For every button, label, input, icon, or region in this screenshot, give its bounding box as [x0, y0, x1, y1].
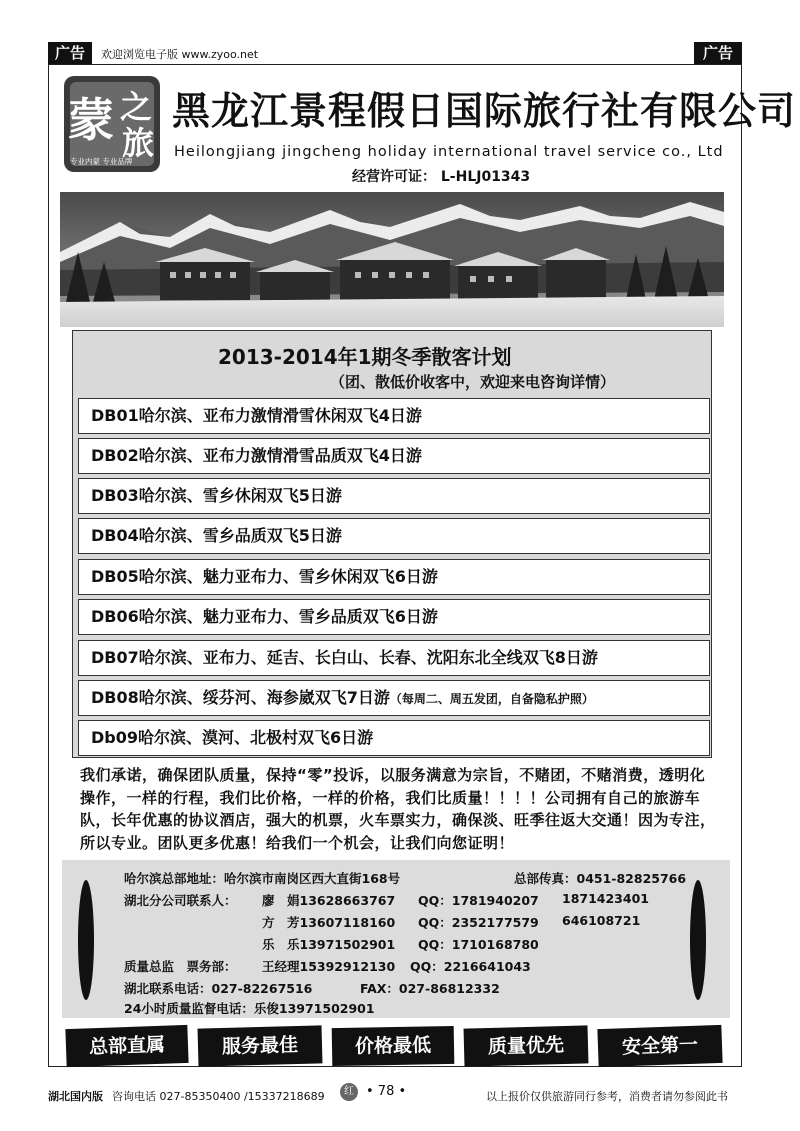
route-db06: [78, 599, 710, 635]
hubei-contact-label: 湖北分公司联系人：: [124, 893, 237, 908]
footer-badge-text: 红: [344, 1086, 354, 1097]
route-db04: [78, 518, 710, 554]
quality-hotline: 24小时质量监督电话：乐俊13971502901: [124, 1001, 375, 1016]
route-db03: [78, 478, 710, 514]
hubei-phone: 湖北联系电话：027-82267516: [124, 981, 313, 996]
route-text: DB04哈尔滨、雪乡品质双飞5日游: [91, 526, 342, 545]
plan-title: 2013-2014年1期冬季散客计划: [218, 345, 512, 369]
service-promise: 我们承诺，确保团队质量，保持“零”投诉，以服务满意为宗旨，不赌团，不赌消费，透明化操作，一样的行程，我们比价格，一样的价格，我们比质量！！！！公司拥有自己的旅游车队，长年优惠的协议酒店，强大的机票，火车票实力，确保淡、旺季往返大交通！因为专注，所以专业。团队更多优惠！给我们一个机会，让我们向您证明！: [80, 766, 716, 852]
page-number: • 78 •: [366, 1084, 407, 1099]
licence-number: 经营许可证： L-HLJ01343: [352, 169, 531, 185]
footer-badge: [340, 1083, 358, 1101]
footer-edition: 湖北国内版: [48, 1090, 103, 1103]
footer-consult: 咨询电话 027-85350400 /15337218689: [112, 1090, 325, 1103]
logo: [62, 74, 162, 174]
route-text: DB03哈尔滨、雪乡休闲双飞5日游: [91, 486, 342, 505]
route-text: Db09哈尔滨、漠河、北极村双飞6日游: [91, 728, 374, 747]
hq-address: 哈尔滨总部地址：哈尔滨市南岗区西大直街168号: [124, 871, 401, 886]
ad-tag-right: 广告: [694, 42, 742, 64]
contact-qq-2: QQ：2352177579: [418, 915, 539, 930]
slogan-quality: 质量优先: [464, 1025, 589, 1066]
slogan-hq: 总部直属: [65, 1025, 188, 1067]
company-name-cn: 黑龙江景程假日国际旅行社有限公司: [172, 88, 797, 133]
logo-char-zhi: 之: [120, 88, 153, 126]
company-name-en: Heilongjiang jingcheng holiday international travel service co., Ltd: [174, 144, 724, 160]
resort-illustration: [60, 192, 724, 327]
contact-qq-1: QQ：1781940207: [418, 893, 539, 908]
right-oval: [690, 880, 706, 1000]
contact-person-3: 乐 乐13971502901: [262, 937, 396, 952]
route-db05: [78, 559, 710, 595]
hq-fax: 总部传真：0451-82825766: [514, 871, 687, 886]
route-db09: [78, 720, 710, 756]
route-text: DB05哈尔滨、魅力亚布力、雪乡休闲双飞6日游: [91, 567, 438, 586]
route-db01: [78, 398, 710, 434]
route-text: DB01哈尔滨、亚布力激情滑雪休闲双飞4日游: [91, 406, 422, 425]
plan-subtitle: （团、散低价收客中，欢迎来电咨询详情）: [330, 373, 616, 391]
route-text: DB02哈尔滨、亚布力激情滑雪品质双飞4日游: [91, 446, 422, 465]
left-oval: [78, 880, 94, 1000]
route-text: DB08哈尔滨、绥芬河、海参崴双飞7日游: [91, 688, 390, 707]
route-text: DB06哈尔滨、魅力亚布力、雪乡品质双飞6日游: [91, 607, 438, 626]
contact-person-2: 方 芳13607118160: [262, 915, 396, 930]
resort-photo: [60, 192, 724, 327]
footer-disclaimer: 以上报价仅供旅游同行参考，消费者请勿参阅此书: [486, 1090, 728, 1103]
route-text: DB07哈尔滨、亚布力、延吉、长白山、长春、沈阳东北全线双飞8日游: [91, 648, 598, 667]
route-db02: [78, 438, 710, 474]
logo-tagline: 专业内蒙 专业品牌: [70, 157, 133, 166]
site-text: 欢迎浏览电子版 www.zyoo.net: [101, 48, 259, 61]
route-db07: [78, 640, 710, 676]
logo-char-main: 蒙: [68, 93, 114, 147]
route-db08-note: （每周二、周五发团，自备隐私护照）: [389, 692, 594, 706]
contact-extra-1: 1871423401: [562, 891, 649, 906]
slogan-price: 价格最低: [332, 1026, 455, 1066]
slogan-service: 服务最佳: [198, 1025, 323, 1066]
quality-label: 质量总监 票务部：: [124, 959, 237, 974]
quality-qq: QQ：2216641043: [410, 959, 531, 974]
slogan-safety: 安全第一: [597, 1025, 722, 1067]
ad-tag-left: 广告: [48, 42, 92, 64]
contact-extra-2: 646108721: [562, 913, 641, 928]
hubei-fax: FAX：027-86812332: [360, 981, 500, 996]
contact-person-1: 廖 娟13628663767: [262, 893, 396, 908]
logo-char-lv: 旅: [122, 124, 155, 162]
contact-qq-3: QQ：1710168780: [418, 937, 539, 952]
route-db08: [78, 680, 710, 716]
quality-person: 王经理15392912130: [262, 959, 396, 974]
